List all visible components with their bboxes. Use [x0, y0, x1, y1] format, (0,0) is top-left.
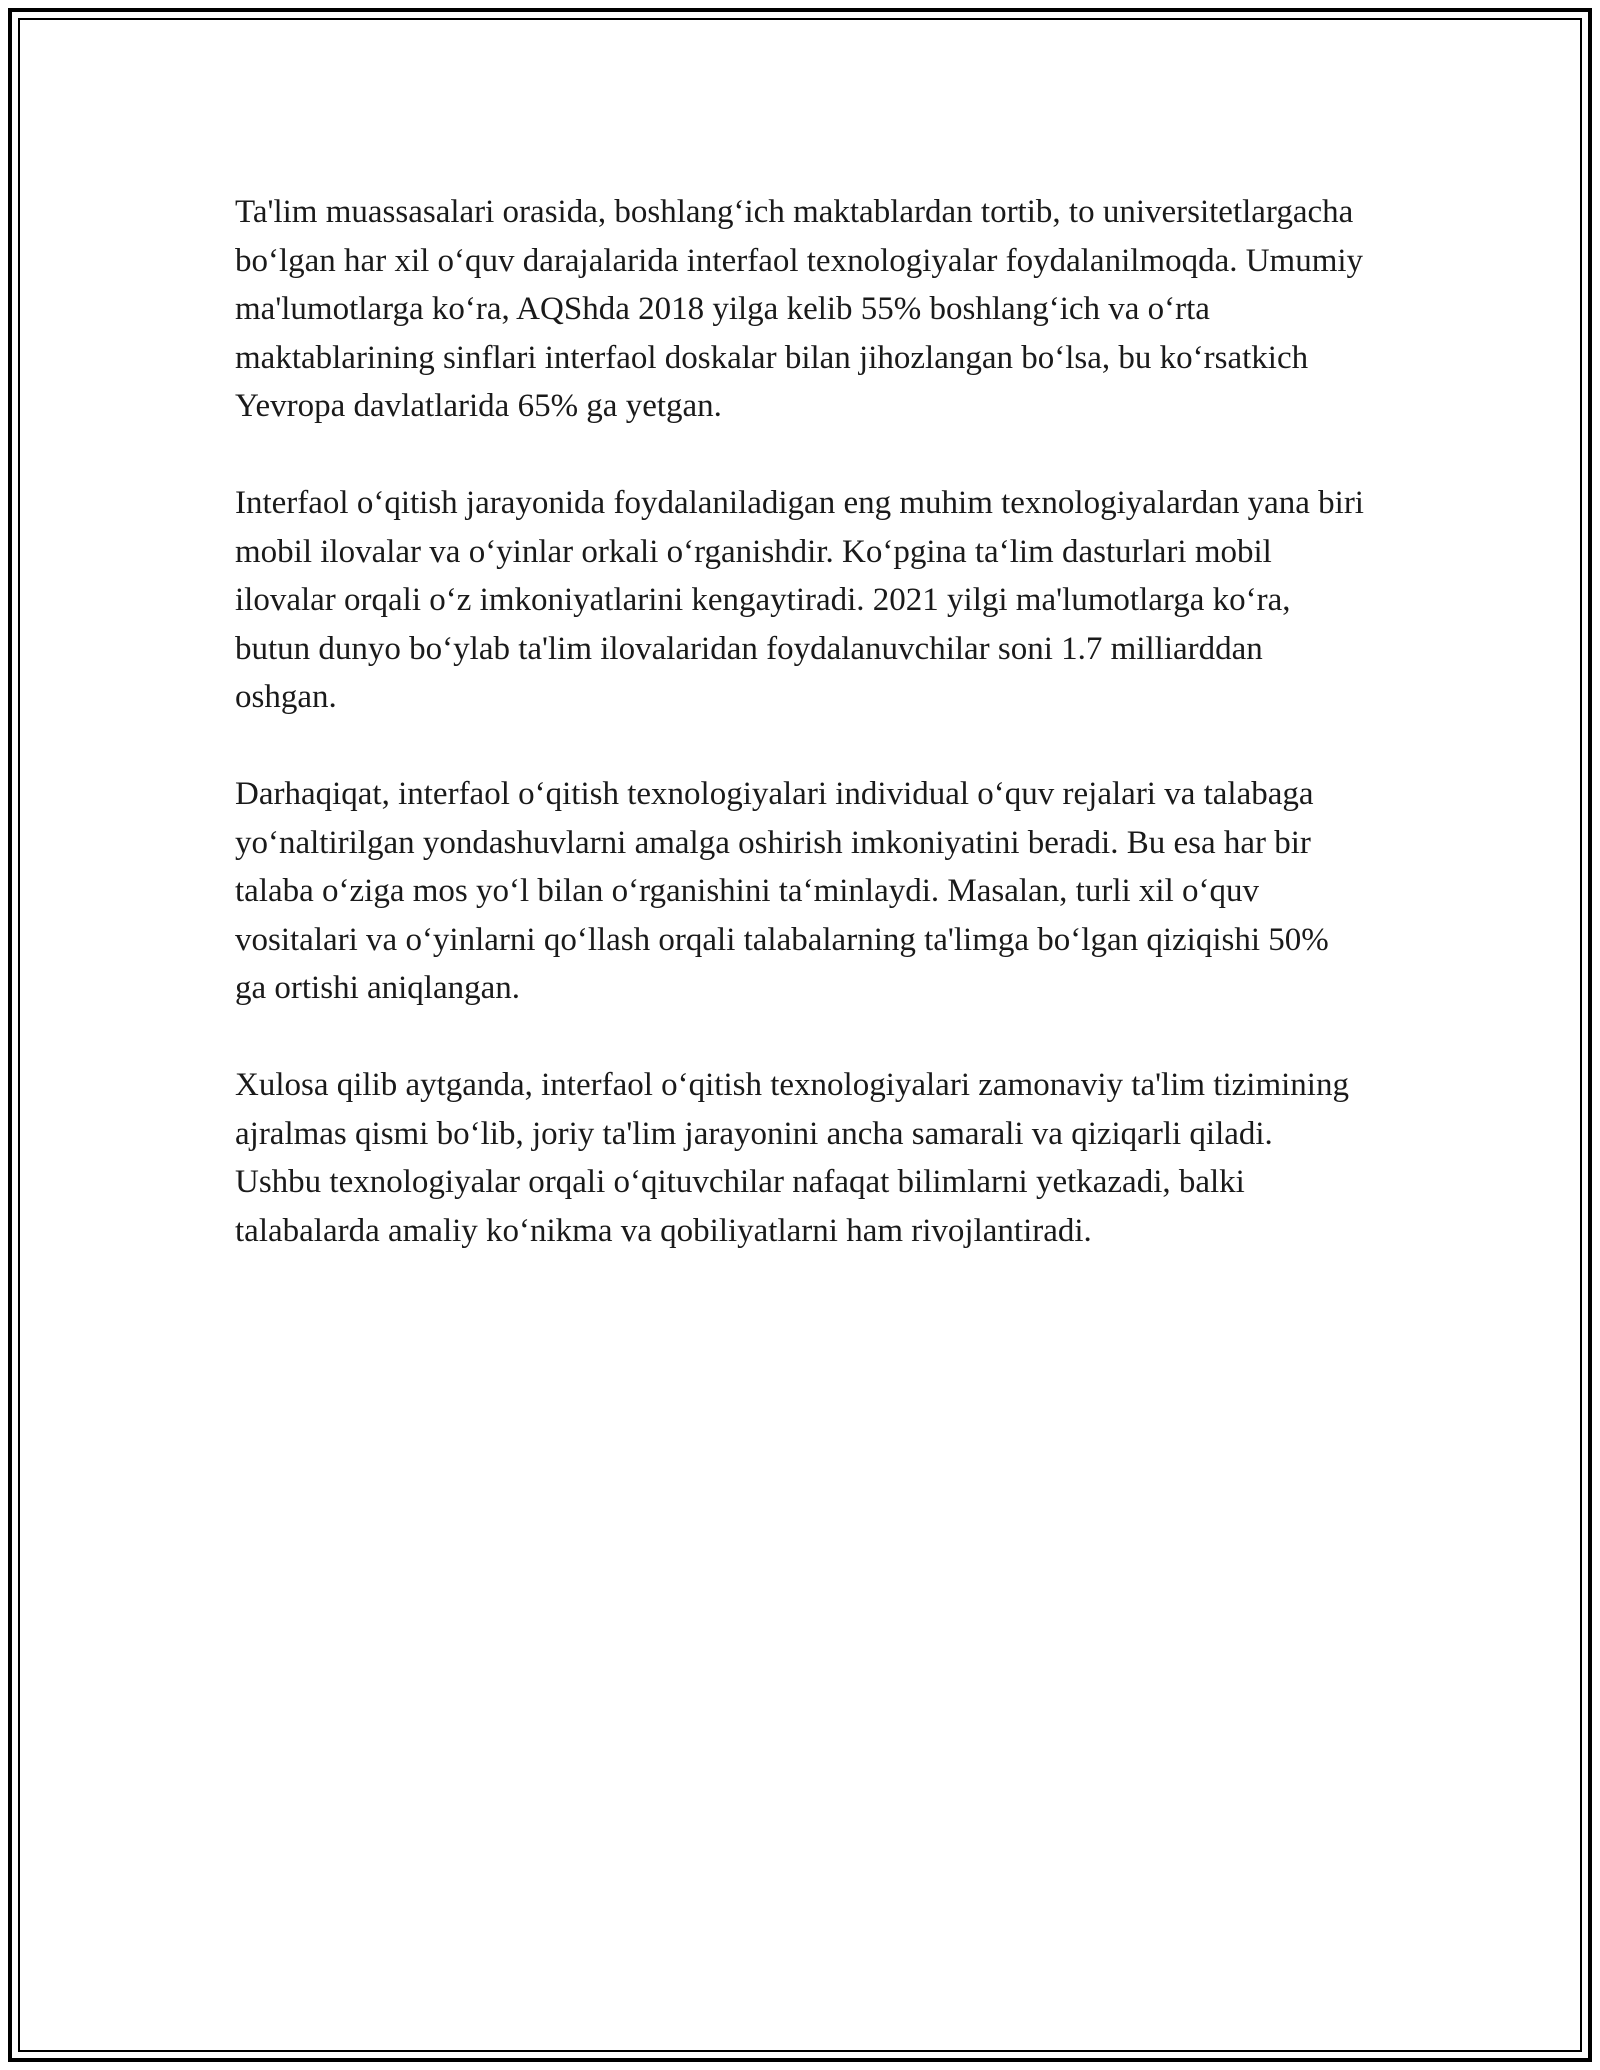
document-body	[235, 188, 1365, 1304]
paragraph-1: Ta'lim muassasalari orasida, boshlang‘ich maktablardan tortib, to universitetlargacha bo‘lgan har xil o‘quv darajalarida interfaol texnologiyalar foydalanilmoqda. Umumiy ma'lumotlarga ko‘ra, AQShda 2018 yilga kelib 55% boshlang‘ich va o‘rta maktablarining sinflari interfaol doskalar bilan jihozlangan bo‘lsa, bu ko‘rsatkich Yevropa davlatlarida 65% ga yetgan.	[235, 194, 1364, 424]
paragraph-2: Interfaol o‘qitish jarayonida foydalaniladigan eng muhim texnologiyalardan yana biri mobil ilovalar va o‘yinlar orkali o‘rganishdir. Ko‘pgina ta‘lim dasturlari mobil ilovalar orqali o‘z imkoniyatlarini kengaytiradi. 2021 yilgi ma'lumotlarga ko‘ra, butun dunyo bo‘ylab ta'lim ilovalaridan foydalanuvchilar soni 1.7 milliarddan oshgan.	[235, 485, 1364, 715]
paragraph-3: Darhaqiqat, interfaol o‘qitish texnologiyalari individual o‘quv rejalari va talabaga yo‘naltirilgan yondashuvlarni amalga oshirish imkoniyatini beradi. Bu esa har bir talaba o‘ziga mos yo‘l bilan o‘rganishini ta‘minlaydi. Masalan, turli xil o‘quv vositalari va o‘yinlarni qo‘llash orqali talabalarning ta'limga bo‘lgan qiziqishi 50% ga ortishi aniqlangan.	[235, 776, 1329, 1006]
paragraph-4: Xulosa qilib aytganda, interfaol o‘qitish texnologiyalari zamonaviy ta'lim tizimining ajralmas qismi bo‘lib, joriy ta'lim jarayonini ancha samarali va qiziqarli qiladi. Ushbu texnologiyalar orqali o‘qituvchilar nafaqat bilimlarni yetkazadi, balki talabalarda amaliy ko‘nikma va qobiliyatlarni ham rivojlantiradi.	[235, 1067, 1349, 1249]
